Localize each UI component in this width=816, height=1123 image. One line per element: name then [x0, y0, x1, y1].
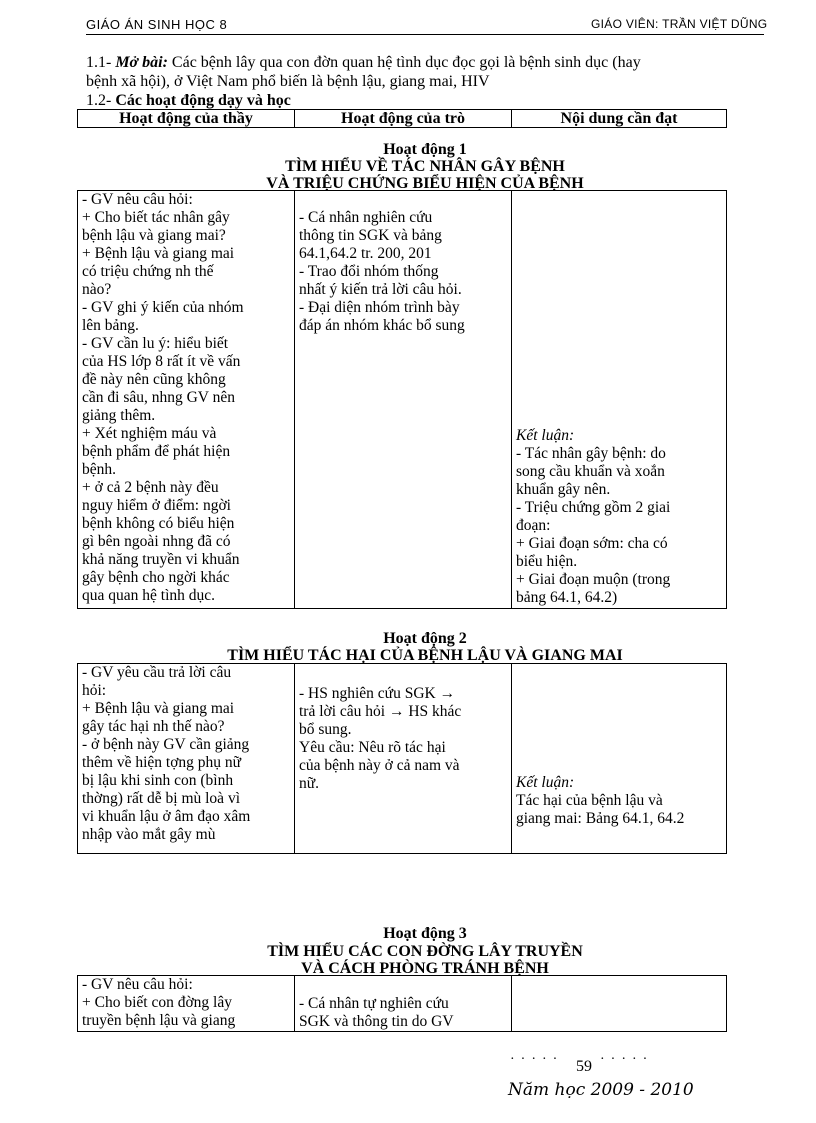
section-title: Các hoạt động dạy và học — [115, 92, 291, 109]
teacher-line: + Bệnh lậu và giang mai — [82, 700, 235, 717]
header-divider — [86, 34, 764, 35]
content-line: giang mai: Bảng 64.1, 64.2 — [516, 810, 685, 827]
activity2-student-lines — [299, 721, 507, 793]
content-line: biểu hiện. — [516, 553, 578, 570]
student-line: của bệnh này ở cả nam và — [299, 757, 460, 774]
col-header-student: Hoạt động của trò — [295, 110, 512, 128]
teacher-line: - GV ghi ý kiến của nhóm — [82, 299, 244, 316]
content-line: song cầu khuẩn và xoắn — [516, 463, 665, 480]
teacher-line: bệnh. — [82, 461, 117, 478]
intro-label: Mở bài: — [115, 54, 168, 71]
header-right: GIÁO VIÊN: TRẦN VIỆT DŨNG — [591, 17, 768, 31]
teacher-line: + ở cả 2 bệnh này đều — [82, 479, 219, 496]
section-heading — [86, 91, 291, 110]
student-line: 64.1,64.2 tr. 200, 201 — [299, 245, 432, 262]
teacher-line: bị lậu khi sinh con (bình — [82, 772, 234, 789]
teacher-line: vi khuẩn lậu ở âm đạo xâm — [82, 808, 251, 825]
student-line: thông tin SGK và bảng — [299, 227, 442, 244]
content-line: khuẩn gây nên. — [516, 481, 611, 498]
teacher-line: khả năng truyền vi khuẩn — [82, 551, 240, 568]
teacher-line: - GV yêu cầu trả lời câu — [82, 664, 232, 681]
teacher-line: truyền bệnh lậu và giang — [82, 1012, 236, 1029]
student-line: Yêu cầu: Nêu rõ tác hại — [299, 739, 446, 756]
activity2-table — [77, 663, 727, 854]
teacher-line: bệnh không có biểu hiện — [82, 515, 235, 532]
content-line: - Triệu chứng gồm 2 giai — [516, 499, 671, 516]
arrow-icon: → — [439, 685, 456, 702]
activity2-student-line-1: - HS nghiên cứu SGK → — [299, 685, 456, 702]
content-line: + Giai đoạn muộn (trong — [516, 571, 671, 588]
intro-text-1: Các bệnh lây qua con đờn quan hệ tình dục đọc gọi là bệnh sinh dục (hay — [167, 54, 641, 71]
column-header-table — [77, 109, 727, 128]
intro-paragraph — [86, 53, 756, 91]
activity2-teacher-cell — [78, 664, 295, 854]
teacher-line: - GV nêu câu hỏi: — [82, 191, 193, 208]
section-prefix: 1.2- — [86, 92, 116, 109]
activity2-content-lines — [516, 792, 722, 828]
teacher-line: - GV nêu câu hỏi: — [82, 976, 193, 993]
teacher-line: gì bên ngoài nhng đã có — [82, 533, 231, 550]
activity3-table — [77, 975, 727, 1032]
activity1-conclusion-label: Kết luận: — [516, 427, 575, 444]
activity3-teacher-lines — [82, 976, 290, 1030]
content-line: + Giai đoạn sớm: cha có — [516, 535, 668, 552]
header-left: GIÁO ÁN SINH HỌC 8 — [86, 17, 228, 32]
teacher-line: nguy hiểm ở điểm: ngời — [82, 497, 231, 514]
activity1-student-lines — [299, 209, 507, 335]
teacher-line: qua quan hệ tình dục. — [82, 587, 216, 604]
activity3-subtitle-1: TÌM HIỂU CÁC CON ĐỜNG LÂY TRUYỀN — [267, 943, 583, 960]
teacher-line: nhập vào mắt gây mù — [82, 826, 216, 843]
student-line: - Đại diện nhóm trình bày — [299, 299, 460, 316]
activity3-student-cell — [295, 976, 512, 1032]
content-line: Tác hại của bệnh lậu và — [516, 792, 663, 809]
activity1-subtitle-2: VÀ TRIỆU CHỨNG BIỂU HIỆN CỦA BỆNH — [266, 175, 584, 192]
teacher-line: + Xét nghiệm máu và — [82, 425, 217, 442]
teacher-line: gây tác hại nh thế nào? — [82, 718, 225, 735]
activity2-subtitle-1: TÌM HIỂU TÁC HẠI CỦA BỆNH LẬU VÀ GIANG MAI — [227, 647, 623, 664]
teacher-line: lên bảng. — [82, 317, 139, 334]
teacher-line: thêm về hiện tợng phụ nữ — [82, 754, 242, 771]
content-line: bảng 64.1, 64.2) — [516, 589, 618, 606]
activity1-student-cell — [295, 191, 512, 609]
school-year: Năm học 2009 - 2010 — [508, 1080, 694, 1100]
activity1-subtitle-1: TÌM HIỂU VỀ TÁC NHÂN GÂY BỆNH — [285, 158, 565, 175]
teacher-line: có triệu chứng nh thế — [82, 263, 214, 280]
footer-dots-left: ····· — [510, 1052, 564, 1067]
student-line: - Cá nhân tự nghiên cứu — [299, 995, 449, 1012]
col-header-teacher: Hoạt động của thầy — [78, 110, 295, 128]
teacher-line: giảng thêm. — [82, 407, 156, 424]
teacher-line: hỏi: — [82, 682, 107, 699]
teacher-line: bệnh lậu và giang mai? — [82, 227, 226, 244]
activity1-content-cell — [512, 191, 727, 609]
teacher-line: nào? — [82, 281, 112, 298]
student-line: bổ sung. — [299, 721, 352, 738]
teacher-line: - GV cần lu ý: hiểu biết — [82, 335, 229, 352]
teacher-line: bệnh phẩm để phát hiện — [82, 443, 231, 460]
col-header-content: Nội dung cần đạt — [512, 110, 727, 128]
teacher-line: + Cho biết con đờng lây — [82, 994, 232, 1011]
activity2-student-cell — [295, 664, 512, 854]
teacher-line: cần đi sâu, nhng GV nên — [82, 389, 235, 406]
student-line: nhất ý kiến trả lời câu hỏi. — [299, 281, 462, 298]
activity3-student-lines — [299, 995, 507, 1031]
activity2-conclusion-label: Kết luận: — [516, 774, 575, 791]
activity2-student-line-2: trả lời câu hỏi → HS khác — [299, 703, 462, 720]
activity1-content-lines — [516, 445, 722, 607]
teacher-line: đề này nên cũng không — [82, 371, 226, 388]
student-line: nữ. — [299, 775, 320, 792]
arrow-icon: → — [388, 703, 405, 720]
page-number: 59 — [576, 1058, 592, 1075]
teacher-line: của HS lớp 8 rất ít về vấn — [82, 353, 241, 370]
activity3-teacher-cell — [78, 976, 295, 1032]
student-line: đáp án nhóm khác bổ sung — [299, 317, 465, 334]
activity1-teacher-lines — [82, 191, 290, 605]
activity3-subtitle-2: VÀ CÁCH PHÒNG TRÁNH BỆNH — [301, 960, 549, 977]
intro-text-2: bệnh xã hội), ở Việt Nam phổ biến là bệnh lậu, giang mai, HIV — [86, 73, 490, 90]
activity2-title: Hoạt động 2 — [383, 630, 467, 647]
teacher-line: - ở bệnh này GV cần giảng — [82, 736, 250, 753]
student-line: - Trao đổi nhóm thống — [299, 263, 439, 280]
student-line: - Cá nhân nghiên cứu — [299, 209, 433, 226]
activity3-title: Hoạt động 3 — [383, 925, 467, 942]
intro-prefix: 1.1- — [86, 54, 116, 71]
teacher-line: thờng) rất dễ bị mù loà vì — [82, 790, 240, 807]
student-line: SGK và thông tin do GV — [299, 1013, 454, 1030]
footer-dots-right: ····· — [600, 1052, 654, 1067]
content-line: - Tác nhân gây bệnh: do — [516, 445, 666, 462]
activity2-teacher-lines — [82, 664, 290, 844]
activity1-title: Hoạt động 1 — [383, 141, 467, 158]
activity1-table — [77, 190, 727, 609]
teacher-line: + Bệnh lậu và giang mai — [82, 245, 235, 262]
teacher-line: gây bệnh cho ngời khác — [82, 569, 230, 586]
activity1-teacher-cell — [78, 191, 295, 609]
activity2-content-cell — [512, 664, 727, 854]
teacher-line: + Cho biết tác nhân gây — [82, 209, 230, 226]
activity3-content-cell — [512, 976, 727, 1032]
content-line: đoạn: — [516, 517, 551, 534]
